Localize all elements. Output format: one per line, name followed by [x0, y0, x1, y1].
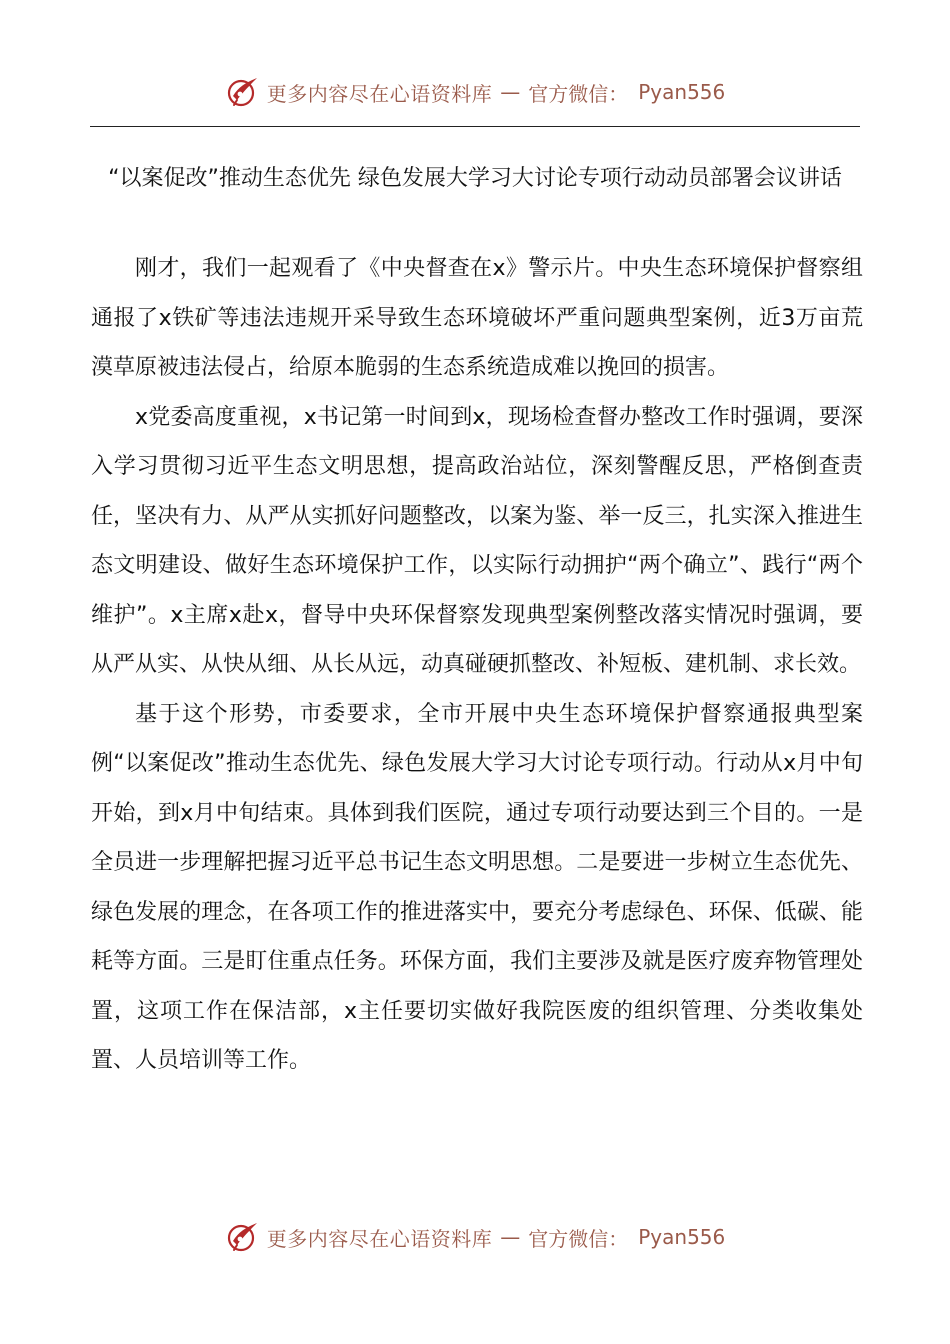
- quill-pen-logo-icon: [225, 1219, 261, 1255]
- paragraph-2: x党委高度重视，x书记第一时间到x，现场检查督办整改工作时强调，要深入学习贯彻习近平生态文明思想，提高政治站位，深刻警醒反思，严格倒查责任，坚决有力、从严从实抓好问题整改，以案为鉴、举一反三，扎实深入推进生态文明建设、做好生态环境保护工作，以实际行动拥护“两个确立”、践行“两个维护”。x主席x赴x，督导中央环保督察发现典型案例整改落实情况时强调，要从严从实、从快从细、从长从远，动真碰硬抓整改、补短板、建机制、求长效。: [91, 404, 863, 677]
- quill-pen-logo-icon: [225, 74, 261, 110]
- header-brand: [225, 74, 726, 110]
- header-brand-text: 更多内容尽在心语资料库: [266, 81, 493, 106]
- page-footer: [0, 1215, 950, 1259]
- footer-brand-text: 更多内容尽在心语资料库: [266, 1226, 493, 1251]
- footer-brand: [225, 1219, 726, 1255]
- document-body: [91, 244, 863, 1086]
- document-title: “以案促改”推动生态优先 绿色发展大学习大讨论专项行动动员部署会议讲话: [108, 166, 842, 191]
- footer-wechat-id: Pyan556: [638, 1225, 726, 1249]
- header-wechat-label: 官方微信：: [528, 81, 629, 106]
- header-wechat-id: Pyan556: [638, 80, 726, 104]
- page-header: [0, 70, 950, 114]
- header-divider: [90, 126, 860, 127]
- footer-wechat-label: 官方微信：: [528, 1226, 629, 1251]
- footer-dash: —: [500, 1225, 521, 1249]
- paragraph-1: 刚才，我们一起观看了《中央督查在x》警示片。中央生态环境保护督察组通报了x铁矿等违法违规开采导致生态环境破坏严重问题典型案例，近3万亩荒漠草原被违法侵占，给原本脆弱的生态系统造成难以挽回的损害。: [91, 256, 863, 380]
- paragraph-3: 基于这个形势，市委要求，全市开展中央生态环境保护督察通报典型案例“以案促改”推动生态优先、绿色发展大学习大讨论专项行动。行动从x月中旬开始，到x月中旬结束。具体到我们医院，通过专项行动要达到三个目的。一是全员进一步理解把握习近平总书记生态文明思想。二是要进一步树立生态优先、绿色发展的理念，在各项工作的推进落实中，要充分考虑绿色、环保、低碳、能耗等方面。三是盯住重点任务。环保方面，我们主要涉及就是医疗废弃物管理处置，这项工作在保洁部，x主任要切实做好我院医废的组织管理、分类收集处置、人员培训等工作。: [91, 701, 863, 1073]
- header-dash: —: [500, 80, 521, 104]
